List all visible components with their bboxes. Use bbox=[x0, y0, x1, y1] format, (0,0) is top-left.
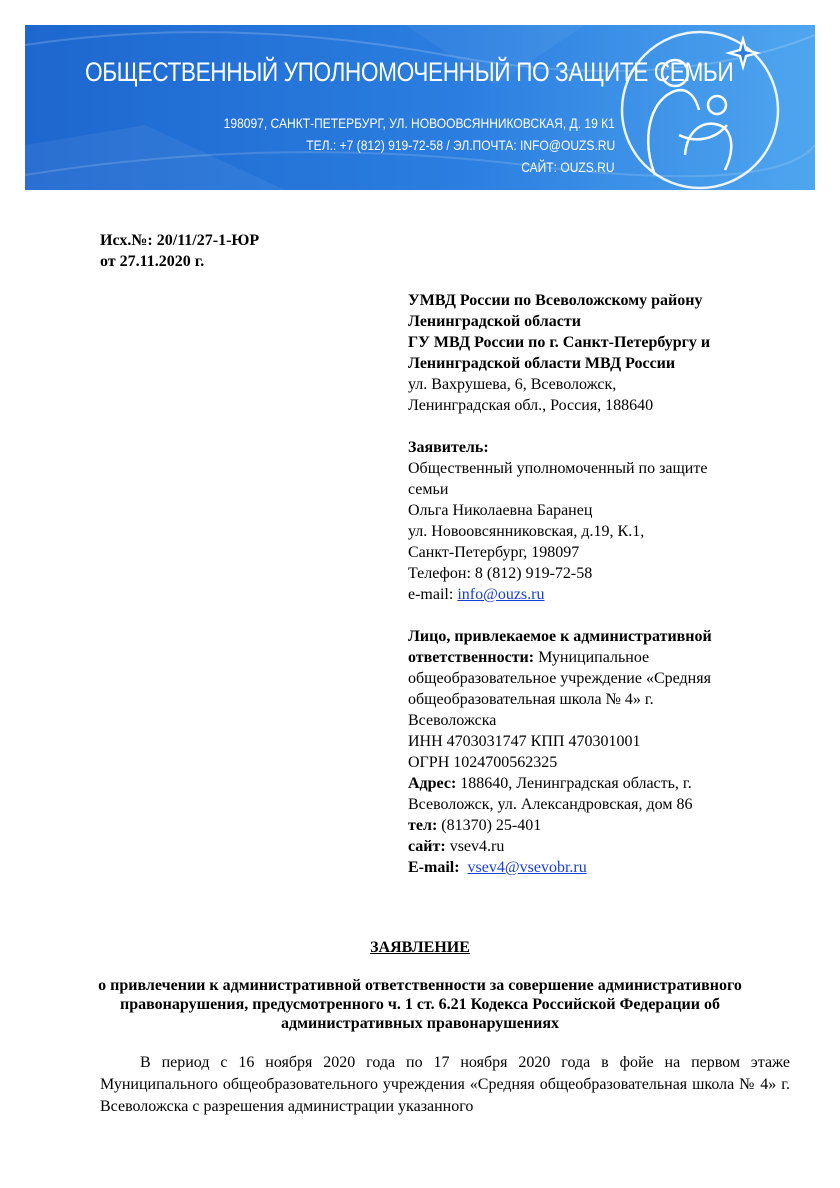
respondent-email-label: E-mail: bbox=[408, 859, 460, 876]
respondent-site-label: сайт: bbox=[408, 838, 446, 855]
applicant-address2: Санкт-Петербург, 198097 bbox=[408, 544, 580, 561]
banner-address: 198097, САНКТ-ПЕТЕРБУРГ, УЛ. НОВООВСЯННИКОВСКАЯ, Д. 19 К1 bbox=[223, 115, 615, 131]
respondent-ogrn: ОГРН 1024700562325 bbox=[408, 754, 558, 771]
respondent-site: vsev4.ru bbox=[445, 838, 505, 855]
respondent-address-rest1: 188640, Ленинградская область, г. bbox=[456, 775, 692, 792]
respondent-inn: ИНН 4703031747 КПП 470301001 bbox=[408, 733, 641, 750]
respondent-email-line bbox=[408, 857, 798, 878]
applicant-email-link[interactable]: info@ouzs.ru bbox=[457, 586, 545, 603]
respondent-line4: общеобразовательная школа № 4» г. bbox=[408, 691, 654, 708]
body-paragraph-part1: В период с 16 ноября 2020 года по 17 ноября 2020 года в фойе на первом этаже Муниципального общеобразовательного учреждения «Средняя общеобразовательная bbox=[100, 1054, 790, 1093]
reference-date: от 27.11.2020 г. bbox=[100, 253, 205, 270]
applicant-email-label: e-mail: bbox=[408, 586, 458, 603]
banner-title-part2: ПО ЗАЩИТЕ СЕМЬИ bbox=[516, 57, 734, 87]
respondent-label-line2: ответственности: bbox=[408, 649, 535, 666]
respondent-line3: общеобразовательное учреждение «Средняя bbox=[408, 670, 711, 687]
respondent-address-line2: Всеволожск, ул. Александровская, дом 86 bbox=[408, 796, 693, 813]
address-block bbox=[408, 290, 798, 878]
respondent-line5: Всеволожска bbox=[408, 712, 497, 729]
document-subtitle-line1: о привлечении к административной ответственности за совершение административного bbox=[98, 977, 742, 994]
respondent-tel-label: тел: bbox=[408, 817, 438, 834]
banner-title-part1: ОБЩЕСТВЕННЫЙ УПОЛНОМОЧЕННЫЙ bbox=[85, 57, 511, 87]
respondent-address-label: Адрес: bbox=[408, 775, 457, 792]
banner-contacts: ТЕЛ.: +7 (812) 919-72-58 / ЭЛ.ПОЧТА: INFO@OUZS.RU bbox=[306, 137, 615, 153]
recipient-address2: Ленинградская обл., Россия, 188640 bbox=[408, 397, 654, 414]
document-subtitle-line3: административных правонарушениях bbox=[281, 1015, 559, 1032]
respondent-email-link[interactable]: vsev4@vsevobr.ru bbox=[467, 859, 587, 876]
applicant-phone: Телефон: 8 (812) 919-72-58 bbox=[408, 565, 593, 582]
applicant-name: Ольга Николаевна Баранец bbox=[408, 502, 593, 519]
document-body bbox=[100, 1052, 790, 1118]
respondent-address-line1 bbox=[408, 773, 798, 794]
recipient-line3: ГУ МВД России по г. Санкт-Петербургу и bbox=[408, 334, 711, 351]
document-title: ЗАЯВЛЕНИЕ bbox=[370, 939, 470, 956]
recipient-address1: ул. Вахрушева, 6, Всеволожск, bbox=[408, 376, 617, 393]
applicant-email-line bbox=[408, 584, 798, 605]
respondent-line2 bbox=[408, 647, 798, 668]
applicant-line1: Общественный уполномоченный по защите bbox=[408, 460, 708, 477]
document-subtitle-line2: правонарушения, предусмотренного ч. 1 ст. 6.21 Кодекса Российской Федерации об bbox=[120, 996, 720, 1013]
document-subtitle bbox=[80, 976, 760, 1033]
applicant-address1: ул. Новоовсянниковская, д.19, К.1, bbox=[408, 523, 645, 540]
recipient-line1: УМВД России по Всеволожскому району bbox=[408, 292, 703, 309]
header-banner bbox=[25, 25, 815, 190]
applicant-line2: семьи bbox=[408, 481, 449, 498]
reference-number: Исх.№: 20/11/27-1-ЮР bbox=[100, 232, 260, 249]
applicant-label: Заявитель: bbox=[408, 439, 489, 456]
respondent-site-line bbox=[408, 836, 798, 857]
recipient-line4: Ленинградской области МВД России bbox=[408, 355, 676, 372]
mother-child-star-icon bbox=[615, 25, 785, 190]
respondent-tel-line bbox=[408, 815, 798, 836]
outgoing-reference bbox=[100, 230, 259, 272]
respondent-line2-rest: Муниципальное bbox=[534, 649, 650, 666]
banner-site: САЙТ: OUZS.RU bbox=[521, 159, 615, 175]
body-paragraph-part2: школа № 4» г. Всеволожска с разрешения администрации указанного bbox=[100, 1076, 790, 1115]
respondent-tel: (81370) 25-401 bbox=[437, 817, 542, 834]
recipient-line2: Ленинградской области bbox=[408, 313, 581, 330]
respondent-label-line1: Лицо, привлекаемое к административной bbox=[408, 628, 712, 645]
